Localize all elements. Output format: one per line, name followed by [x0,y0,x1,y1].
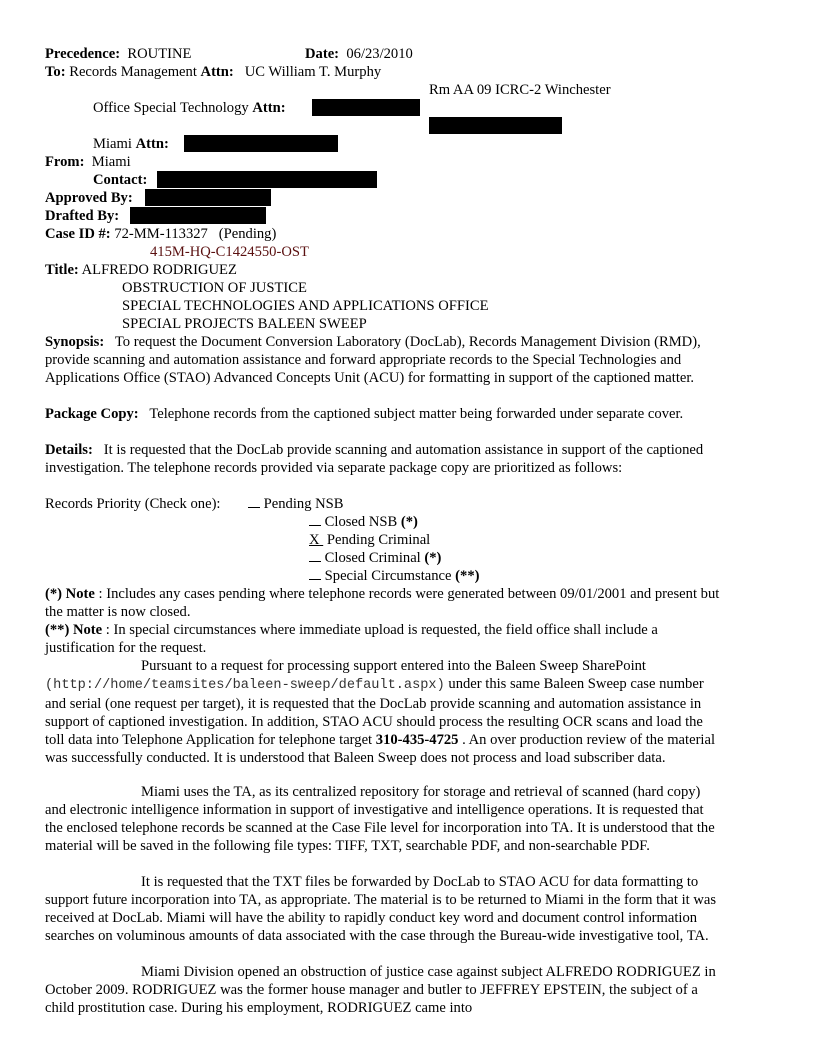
to-attn-label: Attn: [200,64,234,80]
priority-option [309,567,479,585]
note-1-text: : Includes any cases pending where telephone records were generated between 09/01/2001 and present but the matter is now closed. [45,586,720,620]
redaction-block [184,135,338,152]
priority-option [248,495,344,513]
office-st-attn-label: Attn: [252,100,286,116]
priority-option-text: Pending NSB [263,496,344,512]
checkbox-blank [309,549,321,562]
redaction-block [145,189,271,206]
synopsis-label: Synopsis: [45,334,105,350]
synopsis-text: To request the Document Conversion Laboratory (DocLab), Records Management Division (RMD), provide scanning and automation assistance and forward appropriate records to the Special Technologies and Applications Office (STAO) Advanced Concepts Unit (ACU) for formatting in support of the captioned matter. [45,334,701,386]
from-value: Miami [91,154,131,170]
to-room: Rm AA 09 ICRC-2 Winchester [429,82,611,98]
priority-option-text: Pending Criminal [326,532,431,548]
approved-label: Approved By: [45,190,133,206]
priority-option-suffix: (*) [400,514,418,530]
note-1-label: (*) Note [45,586,95,602]
redaction-block [429,117,562,134]
package-paragraph [45,405,725,423]
from-line [45,153,131,171]
details-label: Details: [45,442,93,458]
precedence-label: Precedence: [45,46,121,62]
checkbox-blank [248,495,260,508]
priority-option-suffix: (*) [424,550,442,566]
caseid-value-2: 415M-HQ-C1424550-OST [150,244,309,260]
office-st-line [93,99,286,117]
checkbox-blank [309,567,321,580]
title-line-3: SPECIAL TECHNOLOGIES AND APPLICATIONS OFFICE [122,298,489,314]
title-line-4: SPECIAL PROJECTS BALEEN SWEEP [122,316,367,332]
priority-option [309,531,430,549]
body-p1-b: under this same Baleen Sweep case number and serial (one request per target), it is requested that the DocLab provide scanning and automation assistance in support of captioned investigation. In addition, STAO ACU should process the resulting OCR scans and load the toll data into Telephone Application for telephone target [45,676,704,748]
note-2-text: : In special circumstances where immediate upload is requested, the field office shall include a justification for the request. [45,622,658,656]
redaction-block [157,171,377,188]
note-2 [45,621,725,657]
priority-option-text: Special Circumstance [324,568,452,584]
miami-attn-line [93,135,169,153]
sharepoint-url: (http://home/teamsites/baleen-sweep/default.aspx) [45,678,445,693]
to-attn-value: UC William T. Murphy [244,64,382,80]
priority-option [309,513,418,531]
title-line-2: OBSTRUCTION OF JUSTICE [122,280,307,296]
note-2-label: (**) Note [45,622,103,638]
checkbox-mark: X [309,532,320,548]
precedence-line [45,45,191,63]
priority-option-suffix: (**) [455,568,480,584]
redaction-block [130,207,266,224]
target-phone: 310-435-4725 [375,732,459,748]
details-text: It is requested that the DocLab provide scanning and automation assistance in support of the captioned investigation. The telephone records provided via separate package copy are prioritized as follows: [45,442,704,476]
title-label: Title: [45,262,79,278]
drafted-label: Drafted By: [45,208,120,224]
checkbox-blank [309,513,321,526]
to-line [45,63,381,81]
priority-option [309,549,441,567]
title-line-1: ALFREDO RODRIGUEZ [81,262,237,278]
package-label: Package Copy: [45,406,139,422]
to-label: To: [45,64,66,80]
body-paragraph-4: Miami Division opened an obstruction of justice case against subject ALFREDO RODRIGUEZ in October 2009. RODRIGUEZ was the former house manager and butler to JEFFREY EPSTEIN, the subject of a child prostitution case. During his employment, RODRIGUEZ came into [45,964,716,1016]
package-text: Telephone records from the captioned subject matter being forwarded under separate cover. [149,406,684,422]
caseid-value: 72-MM-113327 (Pending) [114,226,277,242]
priority-label: Records Priority (Check one): [45,496,221,512]
date-line [305,45,413,63]
body-paragraph-2: Miami uses the TA, as its centralized repository for storage and retrieval of scanned (hard copy) and electronic intelligence information in support of investigative and intelligence operations. It is requested that the enclosed telephone records be scanned at the Case File level for incorporation into TA. It is understood that the material will be saved in the following file types: TIFF, TXT, searchable PDF, and non-searchable PDF. [45,784,715,854]
date-value: 06/23/2010 [346,46,413,62]
miami-name: Miami [93,136,132,152]
body-paragraph-3: It is requested that the TXT files be forwarded by DocLab to STAO ACU for data formatting to support future incorporation into TA, as appropriate. The material is to be returned to Miami in the form that it was received at DocLab. Miami will have the ability to rapidly conduct key word and document control information searches on voluminous amounts of data associated with the case through the Bureau-wide investigative tool, TA. [45,874,717,944]
body-p1-a: Pursuant to a request for processing support entered into the Baleen Sweep SharePoint [141,658,646,674]
note-1 [45,585,725,621]
caseid-line [45,225,276,243]
synopsis-paragraph [45,333,725,387]
office-st-name: Office Special Technology [93,100,249,116]
miami-attn-label: Attn: [135,136,169,152]
priority-option-text: Closed NSB [324,514,398,530]
title-line [45,261,237,279]
contact-label: Contact: [93,172,148,188]
date-label: Date: [305,46,340,62]
details-paragraph [45,441,725,477]
redaction-block [312,99,420,116]
body-p1-c: . An over production review of the material was successfully conducted. It is understood that Baleen Sweep does not process and load subscriber data. [45,732,716,766]
body-paragraph-1 [45,657,725,767]
precedence-value: ROUTINE [127,46,192,62]
caseid-label: Case ID #: [45,226,111,242]
to-value: Records Management [69,64,197,80]
from-label: From: [45,154,85,170]
priority-option-text: Closed Criminal [324,550,421,566]
